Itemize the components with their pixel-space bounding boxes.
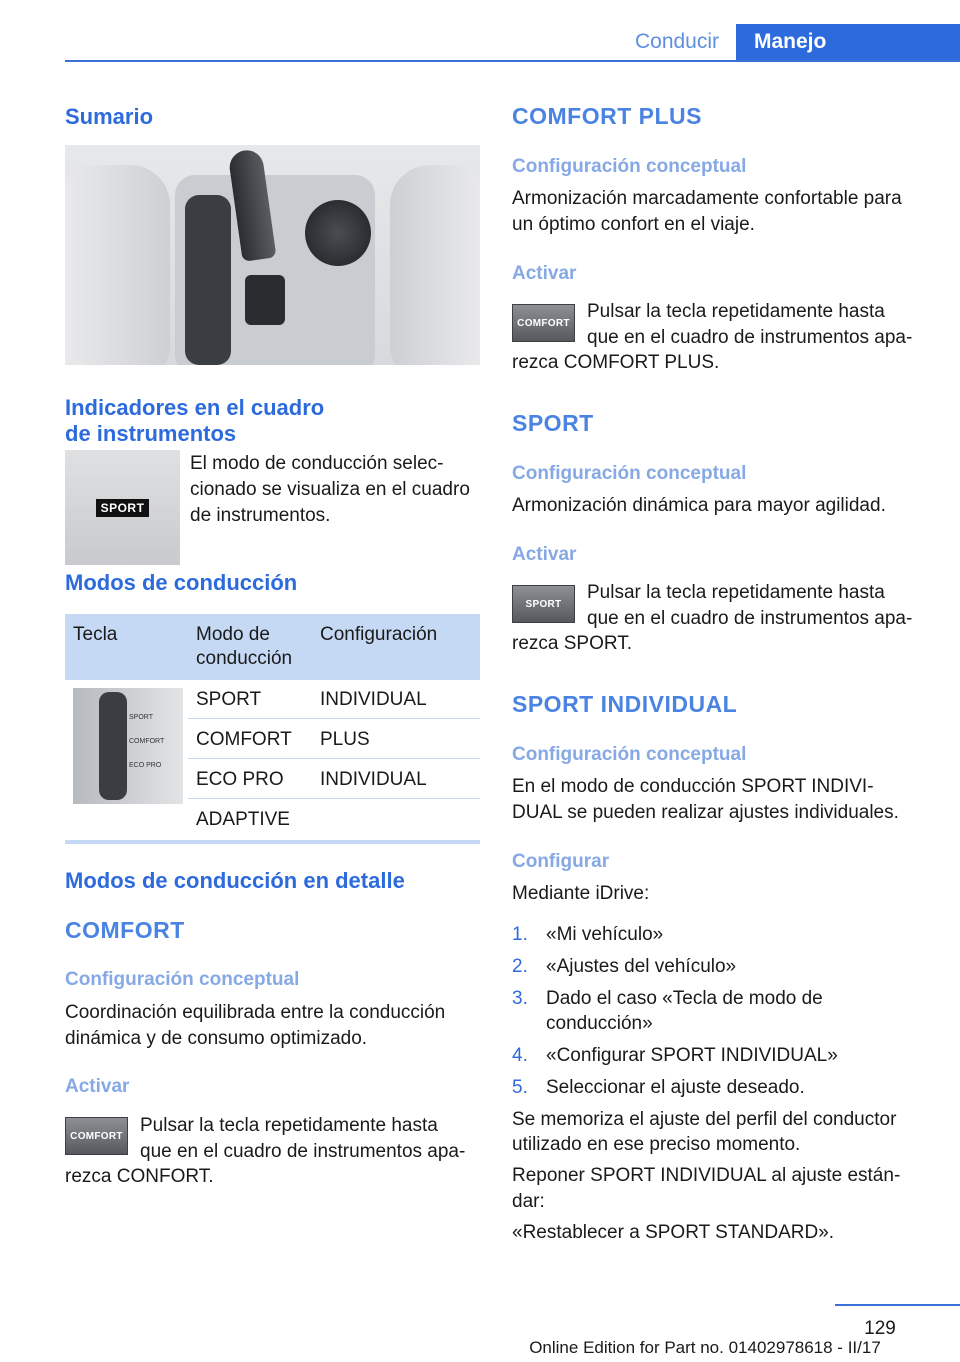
comfort-plus-activar-heading: Activar: [512, 263, 577, 284]
table-row-1-config: INDIVIDUAL: [320, 689, 427, 710]
header-chapter-tab[interactable]: Conducir: [634, 30, 720, 53]
step-4-number: 4.: [512, 1045, 528, 1066]
step-1-number: 1.: [512, 924, 528, 945]
indicadores-heading-line1: Indicadores en el cuadro: [65, 395, 325, 420]
mode-buttons-image: SPORT COMFORT ECO PRO: [73, 688, 183, 804]
step-3-number: 3.: [512, 988, 528, 1009]
comfort-concept-heading: Configuración conceptual: [65, 969, 300, 990]
sport-activar-text-3: rezca SPORT.: [512, 633, 633, 654]
comfort-plus-key-image: COMFORT: [512, 304, 575, 342]
sport-individual-configurar-heading: Configurar: [512, 851, 610, 872]
sport-individual-heading: SPORT INDIVIDUAL: [512, 691, 738, 717]
comfort-plus-heading: COMFORT PLUS: [512, 103, 702, 129]
table-row-1-modo: SPORT: [196, 689, 262, 710]
step-5-number: 5.: [512, 1077, 528, 1098]
step-1-text: «Mi vehículo»: [546, 924, 664, 945]
table-row-2-config: PLUS: [320, 729, 370, 750]
table-header-modo: Modo de conducción: [196, 624, 293, 669]
sport-activar-heading: Activar: [512, 544, 577, 565]
modos-heading: Modos de conducción: [65, 570, 298, 595]
step-3-text-2: conducción»: [546, 1013, 653, 1034]
footer-rule: [835, 1304, 960, 1306]
edition-note: Online Edition for Part no. 01402978618 - II/17: [529, 1338, 881, 1357]
comfort-plus-concept-text-1: Armonización marcadamente confortable para: [512, 188, 902, 209]
sport-display-image: [65, 450, 180, 565]
sport-individual-concept-text-2: DUAL se pueden realizar ajustes individuales.: [512, 802, 899, 823]
comfort-plus-activar-text-3: rezca COMFORT PLUS.: [512, 352, 720, 373]
memo-text-1: Se memoriza el ajuste del perfil del conductor: [512, 1109, 897, 1130]
indicadores-text-3: de instrumentos.: [190, 505, 331, 526]
sport-activar-text-2: que en el cuadro de instrumentos apa-: [587, 608, 913, 629]
sport-concept-text-1: Armonización dinámica para mayor agilidad.: [512, 495, 886, 516]
step-4-text: «Configurar SPORT INDIVIDUAL»: [546, 1045, 838, 1066]
step-2-number: 2.: [512, 956, 528, 977]
console-photo: [65, 145, 480, 365]
sport-heading: SPORT: [512, 410, 594, 436]
table-row-3-config: INDIVIDUAL: [320, 769, 427, 790]
sport-individual-concept-heading: Configuración conceptual: [512, 744, 747, 765]
comfort-activar-text-3: rezca CONFORT.: [65, 1166, 214, 1187]
comfort-activar-text-2: que en el cuadro de instrumentos apa-: [140, 1141, 466, 1162]
comfort-plus-activar-text-1: Pulsar la tecla repetidamente hasta: [587, 301, 885, 322]
indicadores-text-2: cionado se visualiza en el cuadro: [190, 479, 470, 500]
table-row-3-modo: ECO PRO: [196, 769, 284, 790]
comfort-plus-concept-text-2: un óptimo confort en el viaje.: [512, 214, 755, 235]
comfort-key-image: COMFORT: [65, 1117, 128, 1155]
table-header-tecla: Tecla: [73, 624, 118, 645]
sumario-heading: Sumario: [65, 104, 154, 129]
step-5-text: Seleccionar el ajuste deseado.: [546, 1077, 805, 1098]
comfort-activar-heading: Activar: [65, 1076, 130, 1097]
header-rule: [65, 60, 960, 62]
sport-activar-text-1: Pulsar la tecla repetidamente hasta: [587, 582, 885, 603]
step-2-text: «Ajustes del vehículo»: [546, 956, 737, 977]
table-header-config: Configuración: [320, 624, 438, 645]
sport-badge: SPORT: [96, 499, 149, 517]
detalle-heading: Modos de conducción en detalle: [65, 868, 405, 893]
comfort-concept-text-2: dinámica y de consumo optimizado.: [65, 1028, 368, 1049]
reset-action: «Restablecer a SPORT STANDARD».: [512, 1222, 835, 1243]
sport-key-image: SPORT: [512, 585, 575, 623]
comfort-plus-concept-heading: Configuración conceptual: [512, 156, 747, 177]
indicadores-heading-line2: de instrumentos: [65, 421, 237, 446]
comfort-activar-text-1: Pulsar la tecla repetidamente hasta: [140, 1115, 438, 1136]
reset-text-1: Reponer SPORT INDIVIDUAL al ajuste están-: [512, 1165, 901, 1186]
reset-text-2: dar:: [512, 1191, 545, 1212]
table-row-4-modo: ADAPTIVE: [196, 809, 290, 830]
page-number: 129: [864, 1318, 896, 1339]
comfort-plus-activar-text-2: que en el cuadro de instrumentos apa-: [587, 327, 913, 348]
comfort-concept-text-1: Coordinación equilibrada entre la conducción: [65, 1002, 446, 1023]
sport-concept-heading: Configuración conceptual: [512, 463, 747, 484]
memo-text-2: utilizado en ese preciso momento.: [512, 1134, 801, 1155]
table-row-2-modo: COMFORT: [196, 729, 292, 750]
step-3-text-1: Dado el caso «Tecla de modo de: [546, 988, 823, 1009]
indicadores-text-1: El modo de conducción selec-: [190, 453, 444, 474]
idrive-intro: Mediante iDrive:: [512, 883, 650, 904]
sport-individual-concept-text-1: En el modo de conducción SPORT INDIVI-: [512, 776, 874, 797]
comfort-heading: COMFORT: [65, 917, 185, 943]
header-section-tab[interactable]: Manejo: [736, 24, 960, 60]
